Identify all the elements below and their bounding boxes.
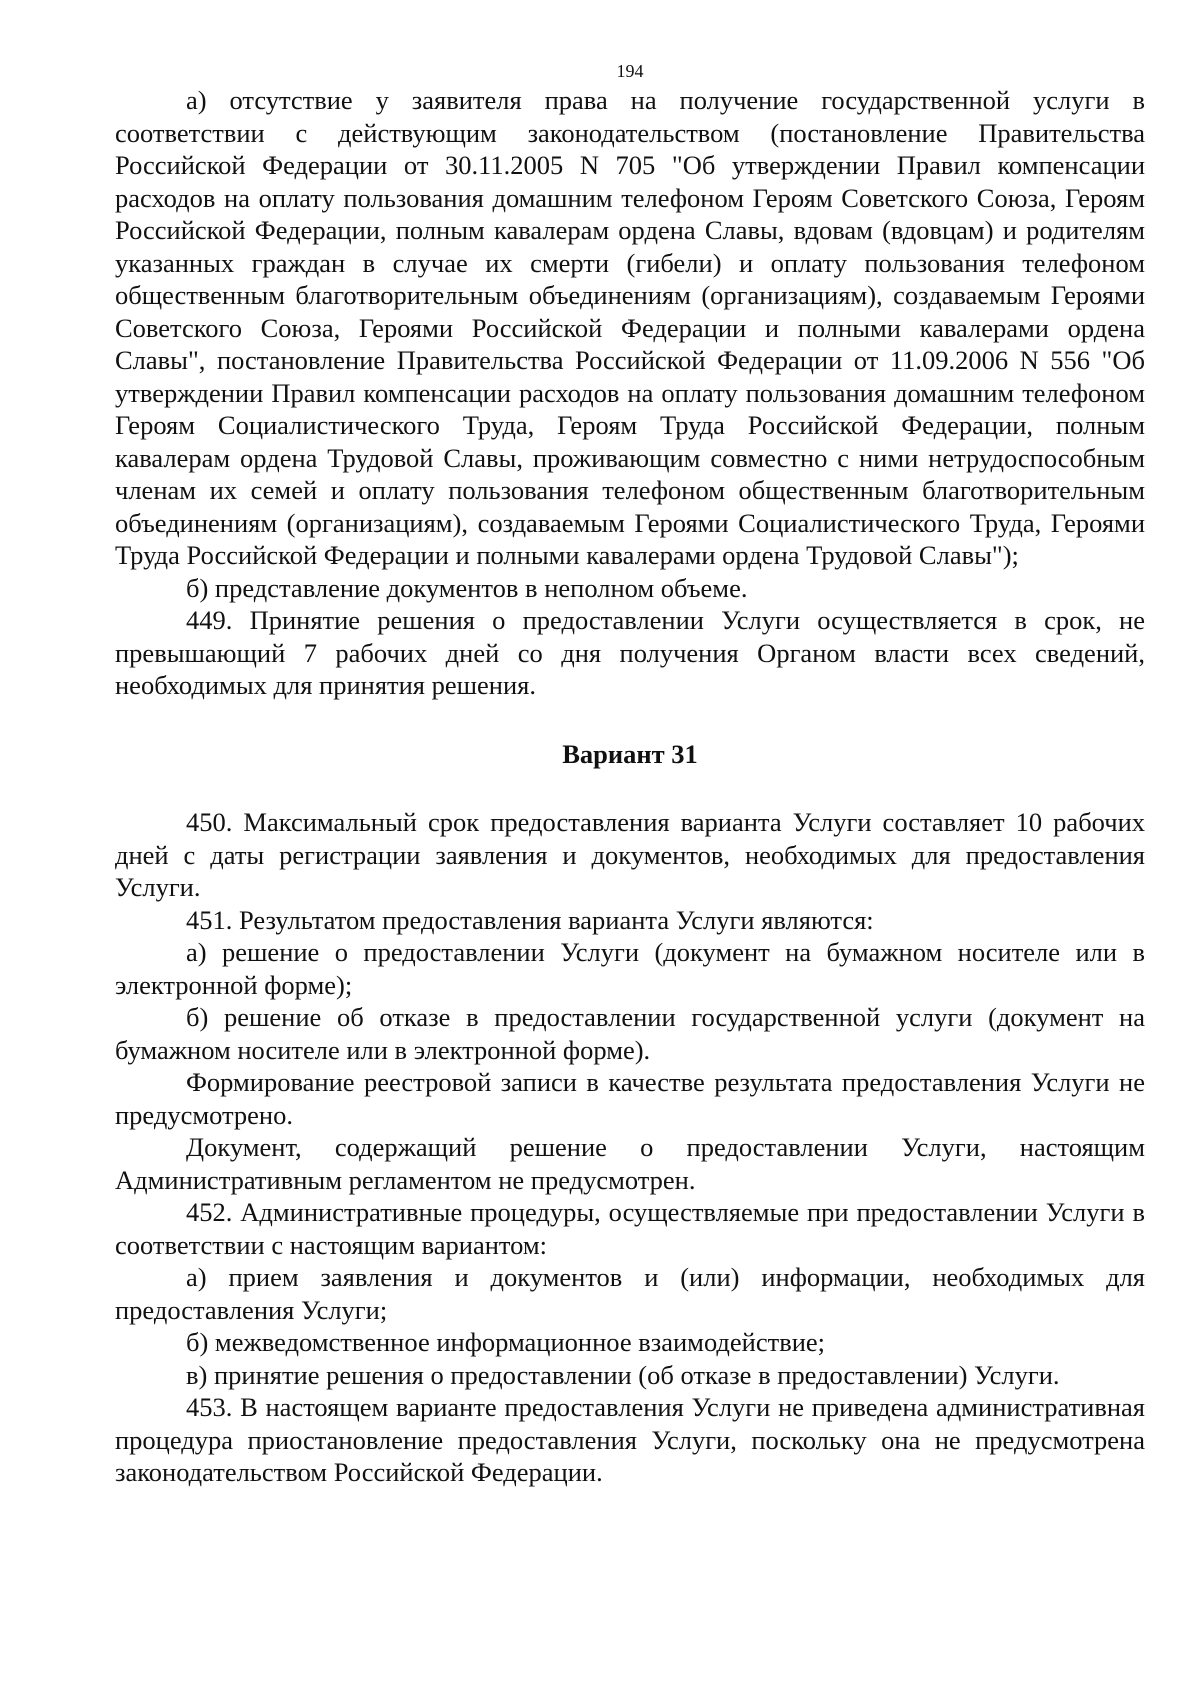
paragraph-incomplete-docs: б) представление документов в неполном объеме. <box>186 572 748 603</box>
paragraph-452-b: б) межведомственное информационное взаимодействие; <box>186 1327 826 1357</box>
paragraph-451-b: б) решение об отказе в предоставлении государственной услуги (документ на бумажном носителе или в электронной форме). <box>115 1002 1145 1065</box>
paragraph-decision-document: Документ, содержащий решение о предоставлении Услуги, настоящим Административным регламентом не предусмотрен. <box>115 1132 1145 1195</box>
paragraph-453: 453. В настоящем варианте предоставления Услуги не приведена административная процедура приостановление предоставления Услуги, поскольку она не предусмотрена законодательством Российской Федерации. <box>115 1392 1145 1487</box>
section-heading: Вариант 31 <box>562 738 698 769</box>
page-number: 194 <box>616 61 644 81</box>
paragraph-449: 449. Принятие решения о предоставлении Услуги осуществляется в срок, не превышающий 7 рабочих дней со дня получения Органом власти всех сведений, необходимых для принятия решения. <box>115 605 1145 700</box>
paragraph-451: 451. Результатом предоставления варианта Услуги являются: <box>186 904 874 935</box>
paragraph-grounds-no-right: а) отсутствие у заявителя права на получение государственной услуги в соответствии с действующим законодательством (постановление Правительства Российской Федерации от 30.11.2005 N 705 "Об утверждении Правил компенсации расходов на оплату пользования домашним телефоном Героям Советского Союза, Героям Российской Федерации, полным кавалерам ордена Славы, вдовам (вдовцам) и родителям указанных граждан в случае их смерти (гибели) и оплату пользования телефоном общественным благотворительным объединениям (организациям), создаваемым Героями Советского Союза, Героями Российской Федерации и полными кавалерами ордена Славы", постановление Правительства Российской Федерации от 11.09.2006 N 556 "Об утверждении Правил компенсации расходов на оплату пользования домашним телефоном Героям Социалистического Труда, Героям Труда Российской Федерации, полным кавалерам ордена Трудовой Славы, проживающим совместно с ними нетрудоспособным членам их семей и оплату пользования телефоном общественным благотворительным объединениям (организациям), создаваемым Героями Социалистического Труда, Героями Труда Российской Федерации и полными кавалерами ордена Трудовой Славы"); <box>115 85 1145 570</box>
paragraph-452-c: в) принятие решения о предоставлении (об отказе в предоставлении) Услуги. <box>186 1359 1060 1390</box>
document-page <box>115 60 1145 1489</box>
paragraph-451-a: а) решение о предоставлении Услуги (документ на бумажном носителе или в электронной форме); <box>115 937 1145 1000</box>
paragraph-registry-record: Формирование реестровой записи в качестве результата предоставления Услуги не предусмотрено. <box>115 1067 1145 1130</box>
paragraph-452: 452. Административные процедуры, осуществляемые при предоставлении Услуги в соответствии с настоящим вариантом: <box>115 1197 1145 1260</box>
paragraph-452-a: а) прием заявления и документов и (или) информации, необходимых для предоставления Услуги; <box>115 1262 1145 1325</box>
paragraph-450: 450. Максимальный срок предоставления варианта Услуги составляет 10 рабочих дней с даты регистрации заявления и документов, необходимых для предоставления Услуги. <box>115 807 1145 902</box>
